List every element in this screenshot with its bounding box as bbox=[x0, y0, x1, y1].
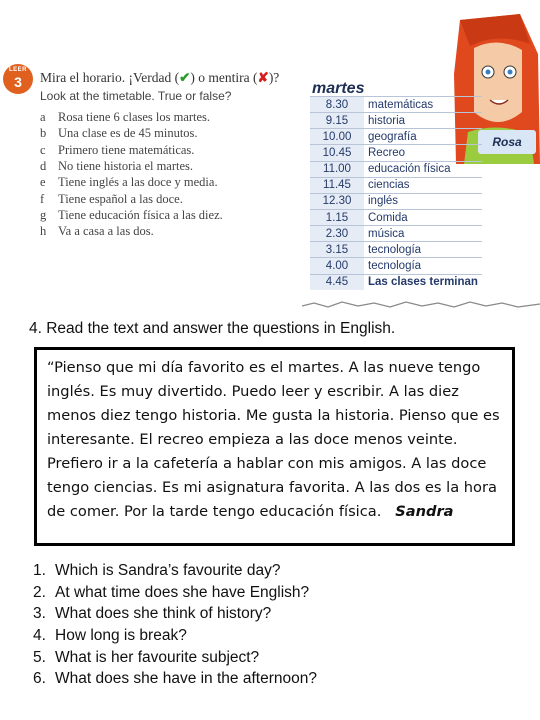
statement-letter: c bbox=[40, 142, 46, 157]
statement-letter: h bbox=[40, 224, 47, 239]
table-row bbox=[310, 258, 482, 274]
table-row bbox=[310, 177, 482, 193]
reading-passage bbox=[47, 356, 507, 524]
table-row bbox=[310, 242, 482, 258]
question-item bbox=[33, 627, 317, 649]
statement-item bbox=[40, 175, 218, 190]
torn-edge bbox=[302, 300, 540, 310]
table-cell-time: 10.00 bbox=[310, 129, 364, 145]
table-row bbox=[310, 145, 482, 161]
instruction-prefix: Mira el horario. ¡Verdad ( bbox=[40, 70, 180, 85]
statement-text: No tiene historia el martes. bbox=[58, 158, 194, 173]
question-item bbox=[33, 649, 317, 671]
table-row bbox=[310, 209, 482, 225]
table-cell-subject: ciencias bbox=[364, 177, 482, 193]
passage-author: Sandra bbox=[395, 503, 454, 520]
table-cell-time: 11.00 bbox=[310, 161, 364, 177]
statement-text: Tiene educación física a las diez. bbox=[58, 207, 223, 222]
table-cell-subject: Recreo bbox=[364, 145, 482, 161]
table-cell-subject: inglés bbox=[364, 193, 482, 209]
table-cell-time: 12.30 bbox=[310, 193, 364, 209]
question-number: 1. bbox=[33, 562, 46, 579]
statement-letter: f bbox=[40, 191, 45, 206]
timetable-title: martes bbox=[312, 80, 365, 97]
question-number: 4. bbox=[33, 627, 46, 645]
instruction-mid: ) o mentira ( bbox=[190, 70, 258, 85]
timetable bbox=[310, 96, 482, 290]
exercise-badge-label: LEER bbox=[8, 67, 27, 73]
table-row bbox=[310, 274, 482, 290]
statement-letter: d bbox=[40, 158, 47, 173]
task-instruction: 4. Read the text and answer the questions in English. bbox=[29, 320, 396, 337]
table-cell-subject: Comida bbox=[364, 209, 482, 225]
statement-letter: g bbox=[40, 207, 47, 222]
question-text: Which is Sandra’s favourite day? bbox=[55, 562, 281, 579]
question-text: What does she think of history? bbox=[55, 605, 272, 623]
character-name-tag bbox=[478, 130, 536, 154]
table-cell-subject: geografía bbox=[364, 129, 482, 145]
exercise-badge bbox=[3, 64, 33, 94]
exercise-instruction bbox=[40, 70, 279, 86]
table-row bbox=[310, 193, 482, 209]
statement-item bbox=[40, 110, 210, 125]
statement-item bbox=[40, 192, 183, 207]
question-number: 3. bbox=[33, 605, 46, 623]
statement-text: Va a casa a las dos. bbox=[58, 224, 154, 239]
table-row bbox=[310, 226, 482, 242]
reading-passage-box bbox=[34, 347, 515, 546]
table-cell-time: 11.45 bbox=[310, 177, 364, 193]
character-name: Rosa bbox=[492, 135, 522, 149]
statement-letter: a bbox=[40, 110, 46, 124]
question-item bbox=[33, 670, 317, 692]
question-item bbox=[33, 562, 317, 584]
table-cell-time: 2.30 bbox=[310, 226, 364, 242]
table-cell-time: 8.30 bbox=[310, 97, 364, 113]
table-row bbox=[310, 161, 482, 177]
question-text: What is her favourite subject? bbox=[55, 648, 260, 666]
table-cell-subject: Las clases terminan bbox=[364, 274, 482, 290]
statement-item bbox=[40, 126, 198, 141]
table-cell-subject: música bbox=[364, 226, 482, 242]
table-cell-subject: tecnología bbox=[364, 258, 482, 274]
statement-item bbox=[40, 159, 193, 174]
tick-icon: ✔ bbox=[179, 70, 191, 85]
statement-item bbox=[40, 143, 194, 158]
question-text: What does she have in the afternoon? bbox=[55, 670, 317, 688]
statement-text: Una clase es de 45 minutos. bbox=[58, 126, 198, 141]
exercise-number: 3 bbox=[14, 74, 22, 90]
table-cell-subject: matemáticas bbox=[364, 97, 482, 113]
statement-item bbox=[40, 208, 223, 223]
question-item bbox=[33, 605, 317, 627]
statement-text: Tiene español a las doce. bbox=[58, 191, 183, 206]
statement-text: Primero tiene matemáticas. bbox=[58, 142, 195, 157]
table-cell-time: 4.45 bbox=[310, 274, 364, 290]
question-number: 2. bbox=[33, 583, 46, 601]
table-cell-subject: educación física bbox=[364, 161, 482, 177]
table-cell-time: 10.45 bbox=[310, 145, 364, 161]
cross-icon: ✘ bbox=[257, 70, 269, 85]
question-number: 6. bbox=[33, 670, 46, 688]
question-text: At what time does she have English? bbox=[55, 583, 310, 601]
reading-passage-text: “Pienso que mi día favorito es el martes. A las nueve tengo inglés. Es muy divertido. Puedo leer y escribir. A las diez menos diez tengo historia. Me gusta la historia. Pienso que es interesante. El recreo empieza a las doce menos veinte. Prefiero ir a la cafetería a hablar con mis amigos. A las doce tengo ciencias. Es mi asignatura favorita. A las dos es la hora de comer. Por la tarde tengo educación física. bbox=[47, 359, 500, 520]
table-cell-time: 9.15 bbox=[310, 113, 364, 129]
table-row bbox=[310, 97, 482, 113]
question-text: How long is break? bbox=[55, 627, 187, 645]
table-row bbox=[310, 113, 482, 129]
statement-text: Rosa tiene 6 clases los martes. bbox=[58, 110, 211, 124]
question-list bbox=[33, 562, 317, 692]
statement-text: Tiene inglés a las doce y media. bbox=[58, 175, 218, 190]
statement-item bbox=[40, 224, 154, 239]
exercise-instruction-english: Look at the timetable. True or false? bbox=[40, 89, 232, 103]
question-number: 5. bbox=[33, 648, 46, 666]
question-item bbox=[33, 584, 317, 606]
table-cell-time: 3.15 bbox=[310, 242, 364, 258]
statement-letter: b bbox=[40, 126, 47, 141]
table-cell-subject: historia bbox=[364, 113, 482, 129]
table-cell-time: 4.00 bbox=[310, 258, 364, 274]
table-cell-time: 1.15 bbox=[310, 209, 364, 225]
statement-letter: e bbox=[40, 175, 46, 190]
instruction-suffix: )? bbox=[268, 70, 280, 85]
table-cell-subject: tecnología bbox=[364, 242, 482, 258]
table-row bbox=[310, 129, 482, 145]
